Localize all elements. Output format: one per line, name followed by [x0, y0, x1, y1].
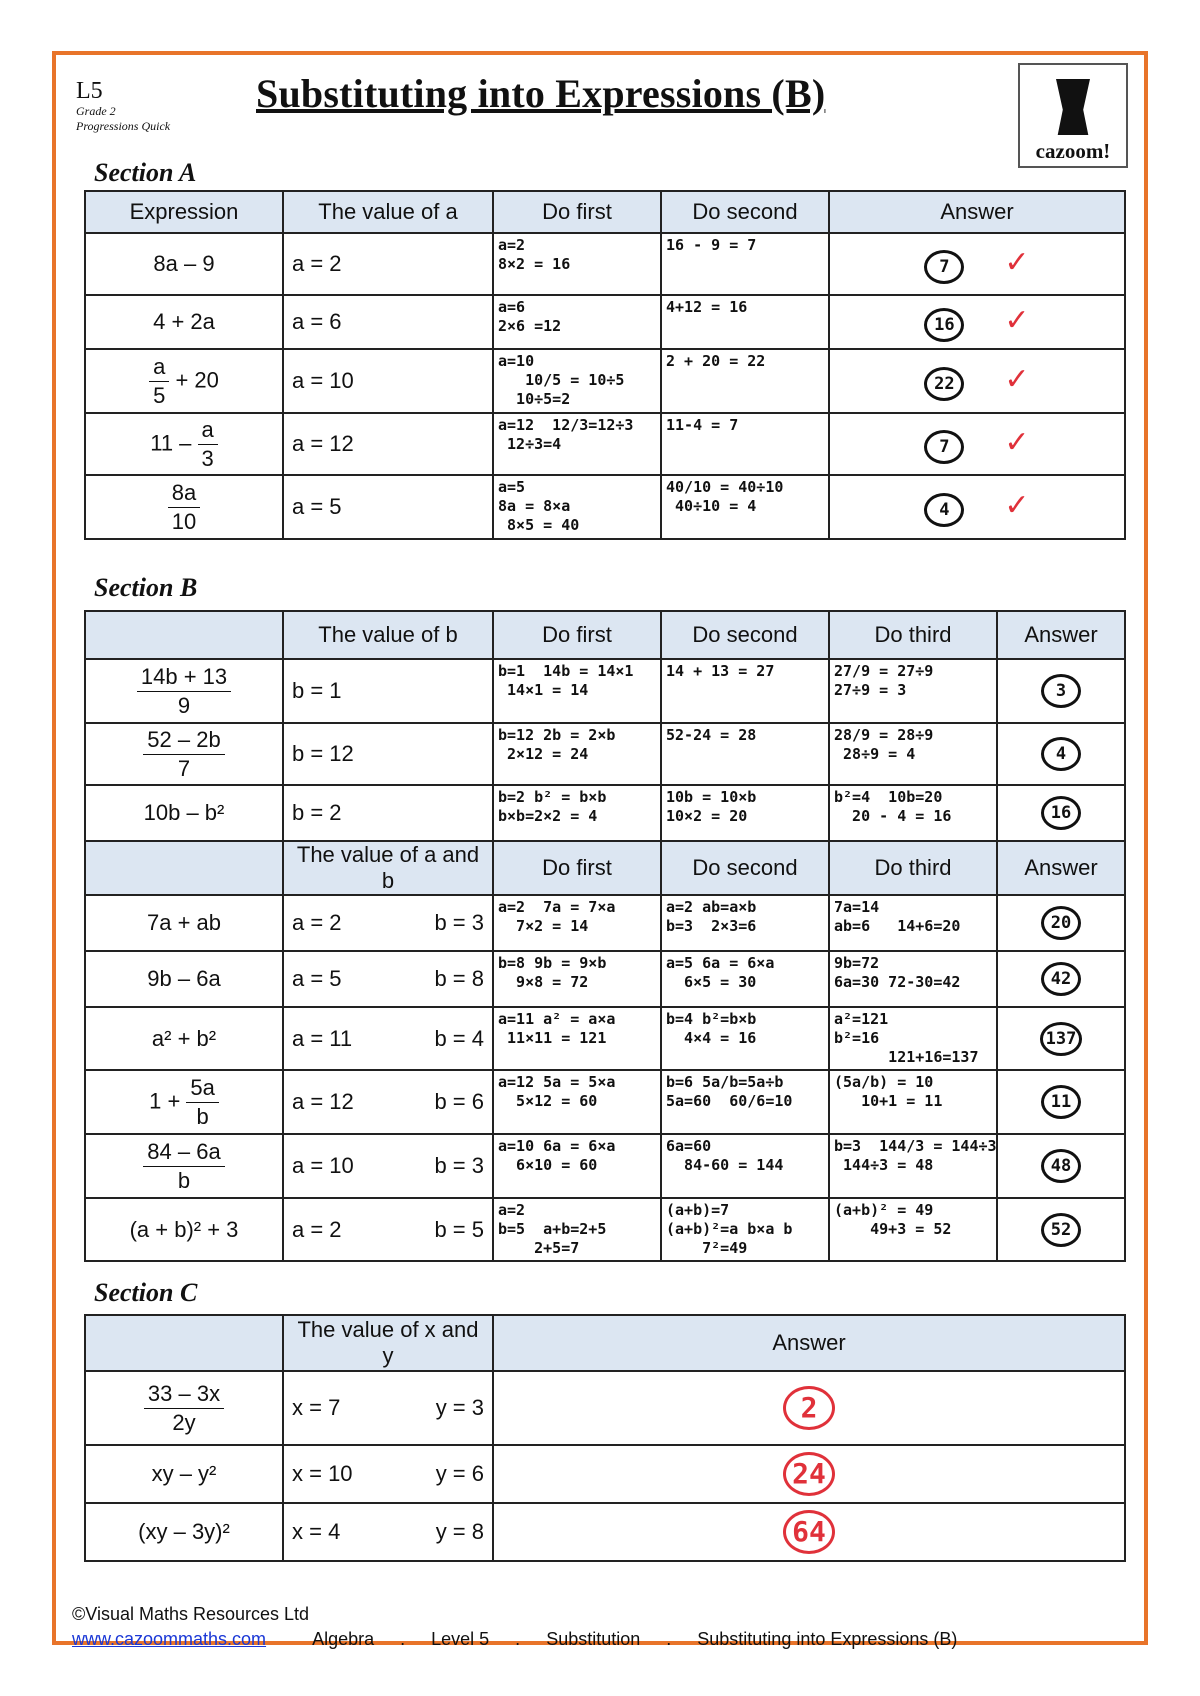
section-c-label: Section C — [94, 1278, 198, 1307]
table-row — [85, 1007, 1125, 1070]
expression-cell — [85, 951, 283, 1007]
expression-text: 9b – 6a — [147, 966, 221, 991]
website-link[interactable]: www.cazoommaths.com — [72, 1629, 267, 1649]
column-header: The value of x and y — [283, 1315, 493, 1371]
column-header: Answer — [829, 191, 1125, 233]
value-first: a = 10 — [292, 1153, 354, 1178]
value-cell — [283, 1503, 493, 1561]
fraction — [149, 353, 169, 410]
do-first-cell: a=11 a² = a×a 11×11 = 121 — [493, 1007, 661, 1070]
column-header: Answer — [997, 841, 1125, 895]
value-first: a = 11 — [292, 1025, 353, 1051]
expression-cell — [85, 295, 283, 349]
value-second: b = 3 — [434, 1153, 484, 1178]
answer-circle: 4 — [1041, 737, 1081, 771]
value-cell — [283, 1070, 493, 1134]
value-first: a = 2 — [292, 1216, 342, 1242]
value-cell — [283, 895, 493, 951]
column-header: Answer — [997, 611, 1125, 659]
table-row — [85, 895, 1125, 951]
table-row — [85, 475, 1125, 539]
answer-cell — [997, 1198, 1125, 1261]
answer-circle: 2 — [783, 1386, 835, 1430]
expression-cell — [85, 785, 283, 841]
answer-circle: 7 — [924, 430, 964, 464]
value-second: y = 8 — [435, 1519, 484, 1544]
numerator: 14b + 13 — [137, 663, 231, 692]
answer-cell — [829, 233, 1125, 295]
value-cell — [283, 413, 493, 475]
answer-circle: 48 — [1041, 1149, 1081, 1183]
column-header: Do first — [493, 611, 661, 659]
answer-circle: 64 — [783, 1510, 835, 1554]
do-first-cell: a=2 7a = 7×a 7×2 = 14 — [493, 895, 661, 951]
do-second-cell: 4+12 = 16 — [661, 295, 829, 349]
value-cell — [283, 295, 493, 349]
column-header: Do first — [493, 841, 661, 895]
expression-text: a² + b² — [151, 1025, 217, 1051]
value-first: a = 12 — [292, 1089, 354, 1114]
cazoom-logo: cazoom! — [1018, 63, 1128, 168]
column-header: Do first — [493, 191, 661, 233]
header-row — [85, 611, 1125, 659]
do-first-cell: b=8 9b = 9×b 9×8 = 72 — [493, 951, 661, 1007]
value-cell — [283, 1445, 493, 1503]
denominator: 10 — [171, 508, 197, 534]
numerator: 5a — [186, 1074, 218, 1103]
copyright: ©Visual Maths Resources Ltd — [72, 1604, 310, 1624]
value-first: a = 12 — [292, 431, 354, 456]
expression-cell — [85, 349, 283, 413]
answer-circle: 3 — [1041, 674, 1081, 708]
numerator: 52 – 2b — [143, 726, 224, 755]
expression-cell — [85, 1445, 283, 1503]
answer-circle: 42 — [1041, 962, 1081, 996]
column-header — [85, 611, 283, 659]
column-header: Do second — [661, 841, 829, 895]
answer-cell — [997, 1070, 1125, 1134]
do-first-cell: b=2 b² = b×b b×b=2×2 = 4 — [493, 785, 661, 841]
expression-cell — [85, 1198, 283, 1261]
do-third-cell: 9b=72 6a=30 72-30=42 — [829, 951, 997, 1007]
expression-text: (xy – 3y)² — [138, 1519, 230, 1544]
answer-circle: 7 — [924, 250, 964, 284]
value-first: a = 6 — [292, 309, 342, 334]
numerator: 8a — [168, 479, 200, 508]
expression-text: 10b – b² — [143, 800, 225, 825]
value-second: b = 5 — [434, 1216, 484, 1242]
table-row — [85, 295, 1125, 349]
do-third-cell: b=3 144/3 = 144÷3 144÷3 = 48 — [829, 1134, 997, 1198]
do-second-cell: 10b = 10×b 10×2 = 20 — [661, 785, 829, 841]
value-cell — [283, 785, 493, 841]
answer-circle: 11 — [1041, 1085, 1081, 1119]
table-row — [85, 785, 1125, 841]
table-row — [85, 1371, 1125, 1445]
answer-cell — [829, 413, 1125, 475]
answer-cell — [829, 349, 1125, 413]
footer-breadcrumb: www.cazoommaths.com Algebra . Level 5 . Substitution . Substituting into Expressions (B) — [72, 1629, 958, 1649]
fraction — [137, 663, 231, 720]
do-second-cell: b=4 b²=b×b 4×4 = 16 — [661, 1007, 829, 1070]
answer-circle: 22 — [924, 367, 964, 401]
expression-prefix: 11 – — [150, 429, 198, 455]
answer-circle: 16 — [924, 308, 964, 342]
do-first-cell: a=2 b=5 a+b=2+5 2+5=7 — [493, 1198, 661, 1261]
expression-suffix: + 20 — [169, 366, 219, 392]
do-second-cell: b=6 5a/b=5a÷b 5a=60 60/6=10 — [661, 1070, 829, 1134]
table-row — [85, 1198, 1125, 1261]
answer-circle: 24 — [783, 1452, 835, 1496]
level-label: L5 — [76, 78, 103, 104]
do-third-cell: 28/9 = 28÷9 28÷9 = 4 — [829, 723, 997, 785]
do-first-cell: a=10 6a = 6×a 6×10 = 60 — [493, 1134, 661, 1198]
value-first: a = 2 — [292, 910, 342, 935]
value-first: x = 4 — [292, 1519, 341, 1544]
expression-cell — [85, 723, 283, 785]
section-c-table — [84, 1314, 1126, 1562]
answer-circle: 16 — [1041, 796, 1081, 830]
column-header: The value of a and b — [283, 841, 493, 895]
answer-circle: 137 — [1040, 1022, 1083, 1056]
expression-cell — [85, 1503, 283, 1561]
answer-cell — [829, 475, 1125, 539]
answer-cell — [997, 659, 1125, 723]
check-mark-icon: ✓ — [1004, 425, 1030, 459]
column-header: Expression — [85, 191, 283, 233]
fraction — [144, 1380, 224, 1437]
denominator: 2y — [172, 1409, 196, 1435]
do-second-cell: a=2 ab=a×b b=3 2×3=6 — [661, 895, 829, 951]
table-row — [85, 1503, 1125, 1561]
value-cell — [283, 951, 493, 1007]
denominator: 7 — [177, 755, 191, 781]
answer-circle: 52 — [1041, 1213, 1081, 1247]
do-third-cell: b²=4 10b=20 20 - 4 = 16 — [829, 785, 997, 841]
do-second-cell: a=5 6a = 6×a 6×5 = 30 — [661, 951, 829, 1007]
numerator: a — [198, 416, 218, 445]
fraction — [168, 479, 200, 536]
section-b-label: Section B — [94, 573, 198, 602]
do-third-cell: 7a=14 ab=6 14+6=20 — [829, 895, 997, 951]
column-header: Answer — [493, 1315, 1125, 1371]
column-header: Do third — [829, 841, 997, 895]
do-second-cell: 2 + 20 = 22 — [661, 349, 829, 413]
column-header: The value of a — [283, 191, 493, 233]
expression-text: (a + b)² + 3 — [129, 1216, 239, 1242]
answer-cell — [997, 895, 1125, 951]
expression-cell — [85, 1371, 283, 1445]
do-first-cell: a=12 5a = 5×a 5×12 = 60 — [493, 1070, 661, 1134]
table-row — [85, 413, 1125, 475]
answer-circle: 4 — [924, 493, 964, 527]
value-first: x = 7 — [292, 1395, 341, 1420]
numerator: a — [149, 353, 169, 382]
expression-text: 4 + 2a — [153, 309, 215, 334]
value-first: b = 12 — [292, 741, 354, 766]
do-second-cell: 14 + 13 = 27 — [661, 659, 829, 723]
value-cell — [283, 475, 493, 539]
answer-circle: 20 — [1041, 906, 1081, 940]
table-row — [85, 349, 1125, 413]
cup-icon — [1056, 79, 1090, 135]
value-cell — [283, 659, 493, 723]
answer-cell — [997, 785, 1125, 841]
value-first: a = 2 — [292, 251, 342, 276]
do-third-cell: (a+b)² = 49 49+3 = 52 — [829, 1198, 997, 1261]
table-row — [85, 1134, 1125, 1198]
answer-cell — [493, 1371, 1125, 1445]
table-row — [85, 723, 1125, 785]
header-row — [85, 841, 1125, 895]
do-first-cell: a=12 12/3=12÷3 12÷3=4 — [493, 413, 661, 475]
check-mark-icon: ✓ — [1004, 362, 1030, 396]
check-mark-icon: ✓ — [1004, 488, 1030, 522]
answer-cell — [493, 1503, 1125, 1561]
header-row — [85, 1315, 1125, 1371]
do-second-cell: 6a=60 84-60 = 144 — [661, 1134, 829, 1198]
fraction — [198, 416, 218, 473]
expression-cell — [85, 1134, 283, 1198]
value-cell — [283, 233, 493, 295]
expression-text: 7a + ab — [146, 910, 221, 935]
value-first: x = 10 — [292, 1461, 353, 1486]
do-third-cell: 27/9 = 27÷9 27÷9 = 3 — [829, 659, 997, 723]
do-first-cell: b=1 14b = 14×1 14×1 = 14 — [493, 659, 661, 723]
table-row — [85, 1070, 1125, 1134]
section-b-table — [84, 610, 1126, 1262]
do-second-cell: 11-4 = 7 — [661, 413, 829, 475]
column-header — [85, 841, 283, 895]
do-third-cell: (5a/b) = 10 10+1 = 11 — [829, 1070, 997, 1134]
denominator: 3 — [201, 445, 214, 471]
denominator: 5 — [153, 382, 166, 408]
fraction — [143, 726, 224, 783]
check-mark-icon: ✓ — [1004, 303, 1030, 337]
numerator: 84 – 6a — [143, 1138, 224, 1167]
expression-cell — [85, 475, 283, 539]
answer-cell — [997, 723, 1125, 785]
do-second-cell: 40/10 = 40÷10 40÷10 = 4 — [661, 475, 829, 539]
column-header: The value of b — [283, 611, 493, 659]
expression-text: 8a – 9 — [153, 251, 215, 276]
grade-label: Grade 2 Progressions Quick — [76, 104, 171, 133]
answer-cell — [493, 1445, 1125, 1503]
column-header: Do second — [661, 191, 829, 233]
do-second-cell: 16 - 9 = 7 — [661, 233, 829, 295]
expression-cell — [85, 413, 283, 475]
answer-cell — [997, 951, 1125, 1007]
value-second: y = 6 — [435, 1461, 484, 1486]
value-cell — [283, 1134, 493, 1198]
value-first: b = 1 — [292, 678, 342, 703]
table-row — [85, 1445, 1125, 1503]
expression-cell — [85, 659, 283, 723]
do-first-cell: a=10 10/5 = 10÷5 10÷5=2 — [493, 349, 661, 413]
value-first: b = 2 — [292, 800, 342, 825]
fraction — [143, 1138, 224, 1195]
do-first-cell: a=6 2×6 =12 — [493, 295, 661, 349]
denominator: 9 — [177, 692, 191, 718]
answer-cell — [829, 295, 1125, 349]
value-cell — [283, 1007, 493, 1070]
denominator: b — [196, 1103, 209, 1129]
column-header — [85, 1315, 283, 1371]
check-mark-icon: ✓ — [1004, 245, 1030, 279]
answer-cell — [997, 1134, 1125, 1198]
value-second: b = 3 — [434, 910, 484, 935]
do-second-cell: 52-24 = 28 — [661, 723, 829, 785]
page-title: Substituting into Expressions (B) — [256, 71, 826, 116]
value-second: b = 4 — [434, 1025, 484, 1051]
do-third-cell: a²=121 b²=16 121+16=137 — [829, 1007, 997, 1070]
do-first-cell: a=5 8a = 8×a 8×5 = 40 — [493, 475, 661, 539]
expression-text: xy – y² — [151, 1461, 217, 1486]
value-first: a = 5 — [292, 494, 342, 519]
value-second: b = 8 — [434, 966, 484, 991]
column-header: Do second — [661, 611, 829, 659]
section-a-table — [84, 190, 1126, 540]
table-row — [85, 233, 1125, 295]
value-cell — [283, 349, 493, 413]
table-row — [85, 659, 1125, 723]
table-row — [85, 951, 1125, 1007]
column-header: Do third — [829, 611, 997, 659]
value-cell — [283, 723, 493, 785]
expression-prefix: 1 + — [149, 1087, 187, 1113]
expression-cell — [85, 1070, 283, 1134]
value-second: y = 3 — [435, 1395, 484, 1420]
answer-cell — [997, 1007, 1125, 1070]
value-first: a = 10 — [292, 368, 354, 393]
do-second-cell: (a+b)=7 (a+b)²=a b×a b 7²=49 — [661, 1198, 829, 1261]
expression-cell — [85, 895, 283, 951]
value-cell — [283, 1371, 493, 1445]
value-second: b = 6 — [434, 1089, 484, 1114]
expression-cell — [85, 233, 283, 295]
fraction — [186, 1074, 218, 1131]
value-cell — [283, 1198, 493, 1261]
do-first-cell: a=2 8×2 = 16 — [493, 233, 661, 295]
value-first: a = 5 — [292, 966, 342, 991]
expression-cell — [85, 1007, 283, 1070]
do-first-cell: b=12 2b = 2×b 2×12 = 24 — [493, 723, 661, 785]
denominator: b — [177, 1167, 191, 1193]
section-a-label: Section A — [94, 158, 197, 187]
numerator: 33 – 3x — [144, 1380, 224, 1409]
